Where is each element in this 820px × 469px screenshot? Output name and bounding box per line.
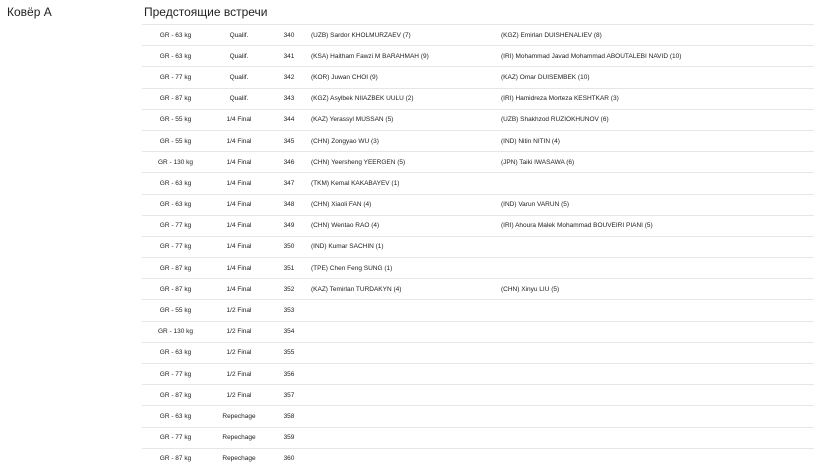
blue-wrestler-cell <box>501 236 814 257</box>
bout-row <box>142 279 814 300</box>
red-wrestler-cell <box>309 448 501 469</box>
round-cell: 1/4 Final <box>209 173 269 194</box>
round-cell: 1/4 Final <box>209 279 269 300</box>
bout-row <box>142 130 814 151</box>
bout-number-cell: 352 <box>269 279 309 300</box>
round-cell: 1/4 Final <box>209 258 269 279</box>
red-wrestler-cell: (CHN) Xiaoli FAN (4) <box>309 194 501 215</box>
bout-number-cell: 357 <box>269 385 309 406</box>
bout-row <box>142 406 814 427</box>
weight-class-cell: GR - 77 kg <box>142 427 209 448</box>
red-wrestler-cell <box>309 364 501 385</box>
bout-row <box>142 67 814 88</box>
bout-number-cell: 344 <box>269 109 309 130</box>
red-wrestler-cell: (KSA) Haitham Fawzi M BARAHMAH (9) <box>309 46 501 67</box>
red-wrestler-cell: (KAZ) Yerassyl MUSSAN (5) <box>309 109 501 130</box>
round-cell: 1/4 Final <box>209 194 269 215</box>
blue-wrestler-cell: (IND) Nitin NITIN (4) <box>501 130 814 151</box>
blue-wrestler-cell <box>501 342 814 363</box>
round-cell: 1/4 Final <box>209 215 269 236</box>
blue-wrestler-cell: (CHN) Xinyu LIU (5) <box>501 279 814 300</box>
bout-row <box>142 46 814 67</box>
weight-class-cell: GR - 63 kg <box>142 406 209 427</box>
bout-number-cell: 356 <box>269 364 309 385</box>
red-wrestler-cell <box>309 406 501 427</box>
weight-class-cell: GR - 55 kg <box>142 109 209 130</box>
weight-class-cell: GR - 130 kg <box>142 321 209 342</box>
blue-wrestler-cell <box>501 385 814 406</box>
bout-row <box>142 25 814 46</box>
weight-class-cell: GR - 55 kg <box>142 300 209 321</box>
red-wrestler-cell <box>309 321 501 342</box>
bout-row <box>142 364 814 385</box>
weight-class-cell: GR - 63 kg <box>142 194 209 215</box>
bout-number-cell: 348 <box>269 194 309 215</box>
blue-wrestler-cell <box>501 300 814 321</box>
bout-row <box>142 385 814 406</box>
round-cell: 1/4 Final <box>209 130 269 151</box>
bout-row <box>142 215 814 236</box>
round-cell: Qualif. <box>209 46 269 67</box>
red-wrestler-cell <box>309 385 501 406</box>
red-wrestler-cell: (KOR) Juwan CHOI (9) <box>309 67 501 88</box>
blue-wrestler-cell: (KAZ) Omar DUISEMBEK (10) <box>501 67 814 88</box>
bout-number-cell: 346 <box>269 152 309 173</box>
round-cell: Qualif. <box>209 25 269 46</box>
bout-row <box>142 427 814 448</box>
weight-class-cell: GR - 77 kg <box>142 67 209 88</box>
upcoming-bouts-table <box>142 24 814 469</box>
bout-number-cell: 355 <box>269 342 309 363</box>
bout-number-cell: 350 <box>269 236 309 257</box>
round-cell: Qualif. <box>209 88 269 109</box>
blue-wrestler-cell <box>501 258 814 279</box>
weight-class-cell: GR - 63 kg <box>142 25 209 46</box>
red-wrestler-cell <box>309 427 501 448</box>
weight-class-cell: GR - 55 kg <box>142 130 209 151</box>
bout-number-cell: 360 <box>269 448 309 469</box>
weight-class-cell: GR - 130 kg <box>142 152 209 173</box>
blue-wrestler-cell <box>501 427 814 448</box>
weight-class-cell: GR - 77 kg <box>142 364 209 385</box>
weight-class-cell: GR - 63 kg <box>142 342 209 363</box>
bouts-table-body <box>142 25 814 469</box>
weight-class-cell: GR - 87 kg <box>142 448 209 469</box>
bout-number-cell: 343 <box>269 88 309 109</box>
blue-wrestler-cell: (IRI) Ahoura Malek Mohammad BOUVEIRI PIANI (5) <box>501 215 814 236</box>
blue-wrestler-cell <box>501 448 814 469</box>
round-cell: 1/2 Final <box>209 364 269 385</box>
bout-row <box>142 173 814 194</box>
blue-wrestler-cell <box>501 406 814 427</box>
blue-wrestler-cell <box>501 173 814 194</box>
weight-class-cell: GR - 87 kg <box>142 385 209 406</box>
round-cell: 1/4 Final <box>209 236 269 257</box>
bout-number-cell: 351 <box>269 258 309 279</box>
section-title: Предстоящие встречи <box>144 5 268 19</box>
bout-number-cell: 359 <box>269 427 309 448</box>
red-wrestler-cell <box>309 342 501 363</box>
weight-class-cell: GR - 77 kg <box>142 215 209 236</box>
bout-row <box>142 321 814 342</box>
blue-wrestler-cell: (UZB) Shakhzod RUZIOKHUNOV (6) <box>501 109 814 130</box>
red-wrestler-cell: (KAZ) Temirlan TURDAKYN (4) <box>309 279 501 300</box>
round-cell: Repechage <box>209 427 269 448</box>
bout-row <box>142 342 814 363</box>
round-cell: Repechage <box>209 406 269 427</box>
weight-class-cell: GR - 87 kg <box>142 258 209 279</box>
red-wrestler-cell: (CHN) Yeersheng YEERGEN (5) <box>309 152 501 173</box>
round-cell: 1/2 Final <box>209 342 269 363</box>
bout-number-cell: 342 <box>269 67 309 88</box>
red-wrestler-cell: (UZB) Sardor KHOLMURZAEV (7) <box>309 25 501 46</box>
red-wrestler-cell: (TPE) Chen Feng SUNG (1) <box>309 258 501 279</box>
blue-wrestler-cell: (IND) Varun VARUN (5) <box>501 194 814 215</box>
red-wrestler-cell <box>309 300 501 321</box>
blue-wrestler-cell: (KGZ) Emirlan DUISHENALIEV (8) <box>501 25 814 46</box>
blue-wrestler-cell: (IRI) Mohammad Javad Mohammad ABOUTALEBI NAVID (10) <box>501 46 814 67</box>
weight-class-cell: GR - 63 kg <box>142 46 209 67</box>
red-wrestler-cell: (KGZ) Asylbek NIIAZBEK UULU (2) <box>309 88 501 109</box>
bout-number-cell: 358 <box>269 406 309 427</box>
round-cell: Qualif. <box>209 67 269 88</box>
round-cell: 1/2 Final <box>209 321 269 342</box>
weight-class-cell: GR - 77 kg <box>142 236 209 257</box>
round-cell: Repechage <box>209 448 269 469</box>
bout-number-cell: 340 <box>269 25 309 46</box>
blue-wrestler-cell: (IRI) Hamidreza Morteza KESHTKAR (3) <box>501 88 814 109</box>
round-cell: 1/4 Final <box>209 152 269 173</box>
bout-number-cell: 349 <box>269 215 309 236</box>
blue-wrestler-cell <box>501 364 814 385</box>
round-cell: 1/2 Final <box>209 385 269 406</box>
bout-number-cell: 354 <box>269 321 309 342</box>
blue-wrestler-cell: (JPN) Taiki IWASAWA (6) <box>501 152 814 173</box>
bout-number-cell: 345 <box>269 130 309 151</box>
round-cell: 1/2 Final <box>209 300 269 321</box>
red-wrestler-cell: (CHN) Zongyao WU (3) <box>309 130 501 151</box>
bout-number-cell: 353 <box>269 300 309 321</box>
bout-row <box>142 109 814 130</box>
bout-row <box>142 194 814 215</box>
bout-row <box>142 258 814 279</box>
bout-number-cell: 341 <box>269 46 309 67</box>
weight-class-cell: GR - 63 kg <box>142 173 209 194</box>
bout-row <box>142 300 814 321</box>
blue-wrestler-cell <box>501 321 814 342</box>
red-wrestler-cell: (IND) Kumar SACHIN (1) <box>309 236 501 257</box>
bout-row <box>142 448 814 469</box>
weight-class-cell: GR - 87 kg <box>142 279 209 300</box>
bout-number-cell: 347 <box>269 173 309 194</box>
weight-class-cell: GR - 87 kg <box>142 88 209 109</box>
bout-row <box>142 152 814 173</box>
bout-row <box>142 236 814 257</box>
bout-row <box>142 88 814 109</box>
mat-title: Ковёр A <box>7 5 52 19</box>
red-wrestler-cell: (TKM) Kemal KAKABAYEV (1) <box>309 173 501 194</box>
red-wrestler-cell: (CHN) Wentao RAO (4) <box>309 215 501 236</box>
round-cell: 1/4 Final <box>209 109 269 130</box>
